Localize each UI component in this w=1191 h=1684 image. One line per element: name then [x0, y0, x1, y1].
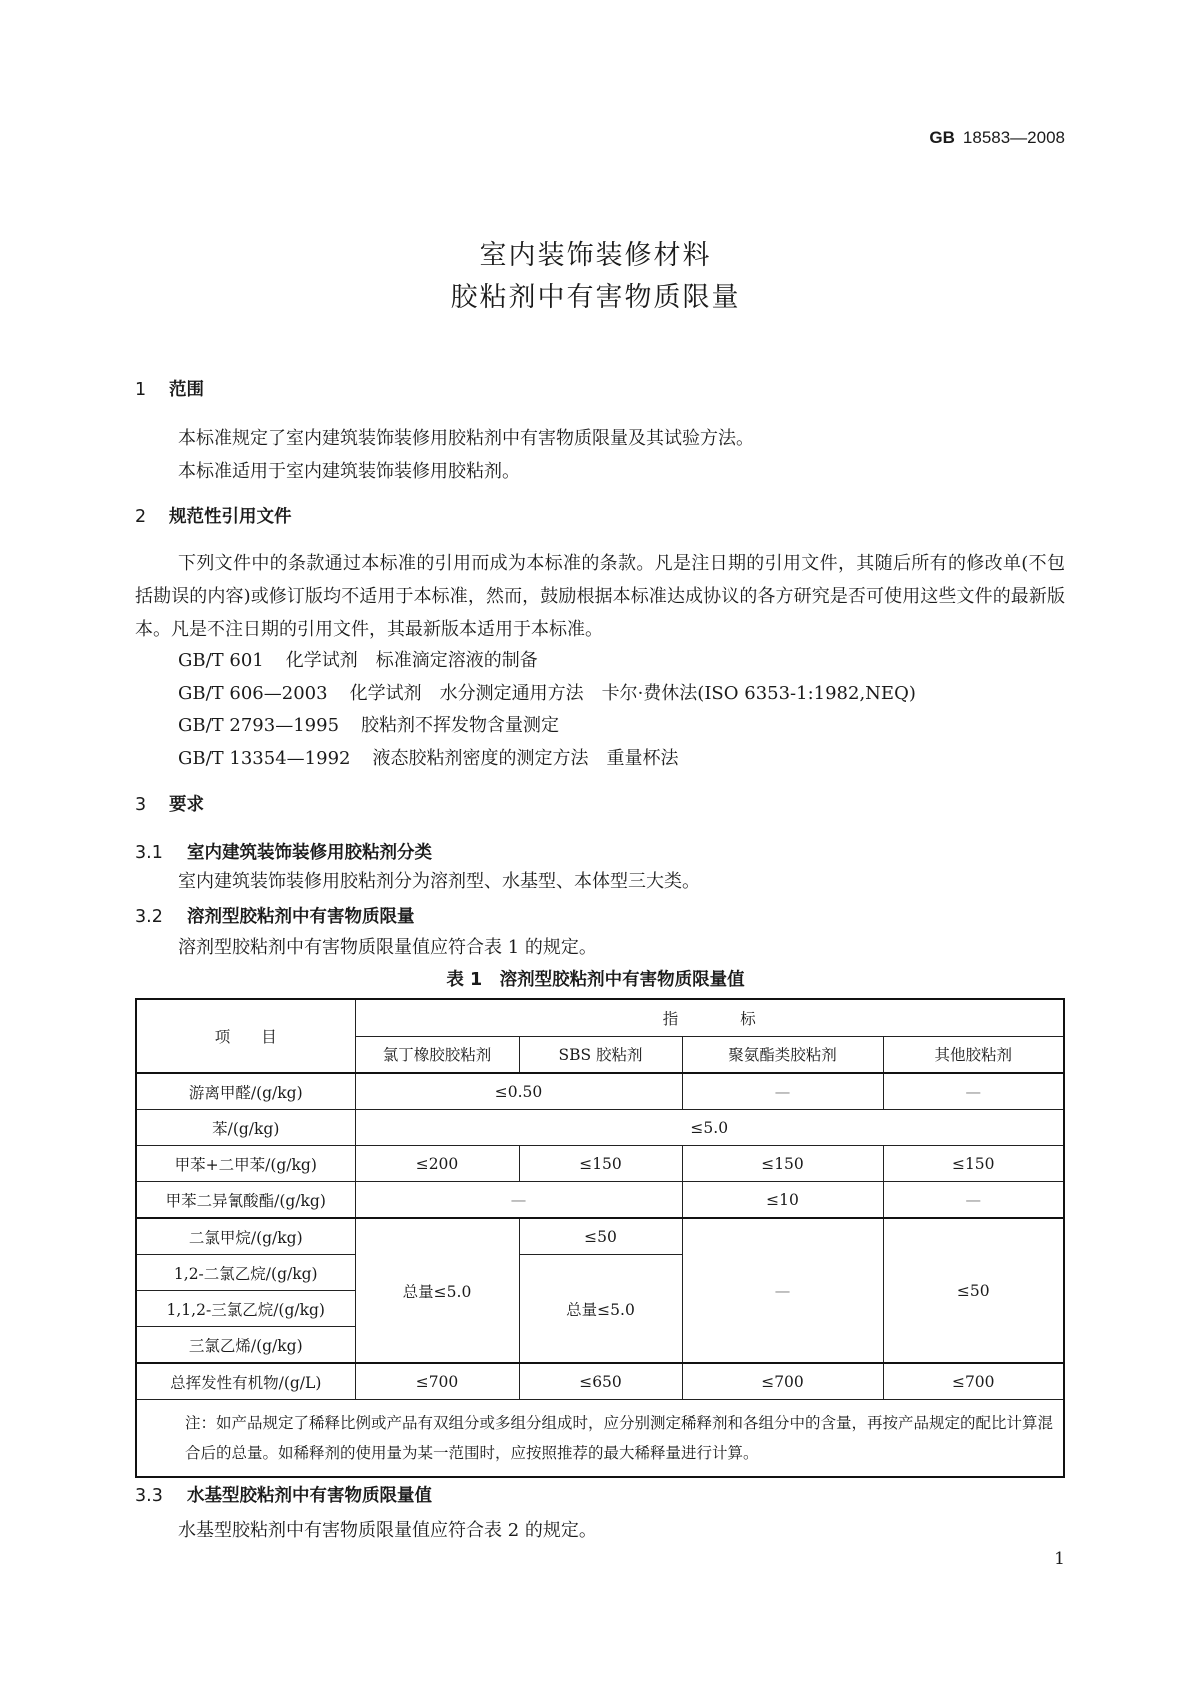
cell: 总量≤5.0 — [355, 1218, 519, 1363]
cell: — — [883, 1073, 1064, 1110]
s31-para: 室内建筑装饰装修用胶粘剂分为溶剂型、水基型、本体型三大类。 — [178, 871, 700, 892]
ref-item: GB/T 13354—1992 液态胶粘剂密度的测定方法 重量杯法 — [178, 748, 679, 769]
cell: ≤700 — [682, 1363, 883, 1400]
s33-para: 水基型胶粘剂中有害物质限量值应符合表 2 的规定。 — [178, 1520, 597, 1541]
cell: ≤150 — [883, 1146, 1064, 1182]
cell: ≤150 — [519, 1146, 682, 1182]
cell: ≤10 — [682, 1182, 883, 1219]
cell: — — [883, 1182, 1064, 1219]
ref-item: GB/T 2793—1995 胶粘剂不挥发物含量测定 — [178, 715, 560, 736]
cell: 总量≤5.0 — [519, 1255, 682, 1364]
page-number: 1 — [1054, 1549, 1065, 1569]
table-header-row — [136, 999, 1064, 1036]
cell: ≤650 — [519, 1363, 682, 1400]
section-2-heading: 2 规范性引用文件 — [135, 507, 292, 527]
section-3-1-heading: 3.1 室内建筑装饰装修用胶粘剂分类 — [135, 843, 432, 863]
table-caption: 表 1 溶剂型胶粘剂中有害物质限量值 — [446, 970, 745, 990]
table-row — [136, 1073, 1064, 1110]
col-header: 氯丁橡胶胶粘剂 — [355, 1036, 519, 1073]
col-header: 聚氨酯类胶粘剂 — [682, 1036, 883, 1073]
std-prefix: GB — [929, 128, 955, 147]
col-header: 其他胶粘剂 — [883, 1036, 1064, 1073]
item-header: 项 目 — [136, 999, 355, 1073]
cell: — — [682, 1073, 883, 1110]
limits-table — [135, 998, 1065, 1478]
table-row — [136, 1146, 1064, 1182]
doc-title-line2: 胶粘剂中有害物质限量 — [450, 282, 741, 313]
standard-number — [929, 128, 1065, 148]
row-label: 总挥发性有机物/(g/L) — [136, 1363, 355, 1400]
s32-para: 溶剂型胶粘剂中有害物质限量值应符合表 1 的规定。 — [178, 937, 597, 958]
row-label: 三氯乙烯/(g/kg) — [136, 1327, 355, 1364]
row-label: 甲苯+二甲苯/(g/kg) — [136, 1146, 355, 1182]
table-note-row — [136, 1400, 1064, 1478]
s1-para-2: 本标准适用于室内建筑装饰装修用胶粘剂。 — [178, 461, 520, 482]
s1-para-1: 本标准规定了室内建筑装饰装修用胶粘剂中有害物质限量及其试验方法。 — [178, 428, 754, 449]
cell: ≤700 — [355, 1363, 519, 1400]
cell: — — [682, 1218, 883, 1363]
section-1-heading: 1 范围 — [135, 380, 204, 400]
table-row — [136, 1182, 1064, 1219]
index-header: 指 标 — [355, 999, 1064, 1036]
row-label: 苯/(g/kg) — [136, 1110, 355, 1146]
section-3-2-heading: 3.2 溶剂型胶粘剂中有害物质限量 — [135, 907, 415, 927]
cell: ≤200 — [355, 1146, 519, 1182]
cell: ≤50 — [883, 1218, 1064, 1363]
cell: — — [355, 1182, 682, 1219]
row-label: 甲苯二异氰酸酯/(g/kg) — [136, 1182, 355, 1219]
ref-item: GB/T 606—2003 化学试剂 水分测定通用方法 卡尔·费休法(ISO 6353-1:1982,NEQ) — [178, 683, 916, 704]
table-row — [136, 1110, 1064, 1146]
cell: ≤150 — [682, 1146, 883, 1182]
row-label: 1,2-二氯乙烷/(g/kg) — [136, 1255, 355, 1291]
doc-title-line1: 室内装饰装修材料 — [479, 240, 712, 271]
section-3-3-heading: 3.3 水基型胶粘剂中有害物质限量值 — [135, 1486, 432, 1506]
cell: ≤5.0 — [355, 1110, 1064, 1146]
s2-para: 下列文件中的条款通过本标准的引用而成为本标准的条款。凡是注日期的引用文件，其随后所有的修改单(不包括勘误的内容)或修订版均不适用于本标准，然而，鼓励根据本标准达成协议的各方研究是否可使用这些文件的最新版本。凡是不注日期的引用文件，其最新版本适用于本标准。 — [135, 553, 1065, 640]
section-3-heading: 3 要求 — [135, 795, 204, 815]
std-number: 18583—2008 — [962, 128, 1065, 147]
col-header: SBS 胶粘剂 — [519, 1036, 682, 1073]
ref-item: GB/T 601 化学试剂 标准滴定溶液的制备 — [178, 650, 538, 671]
cell: ≤700 — [883, 1363, 1064, 1400]
table-row — [136, 1363, 1064, 1400]
cell: ≤0.50 — [355, 1073, 682, 1110]
row-label: 二氯甲烷/(g/kg) — [136, 1218, 355, 1255]
table-note: 注：如产品规定了稀释比例或产品有双组分或多组分组成时，应分别测定稀释剂和各组分中的含量，再按产品规定的配比计算混合后的总量。如稀释剂的使用量为某一范围时，应按照推荐的最大稀释量进行计算。 — [136, 1400, 1064, 1478]
table-row — [136, 1218, 1064, 1255]
row-label: 1,1,2-三氯乙烷/(g/kg) — [136, 1291, 355, 1327]
row-label: 游离甲醛/(g/kg) — [136, 1073, 355, 1110]
cell: ≤50 — [519, 1218, 682, 1255]
